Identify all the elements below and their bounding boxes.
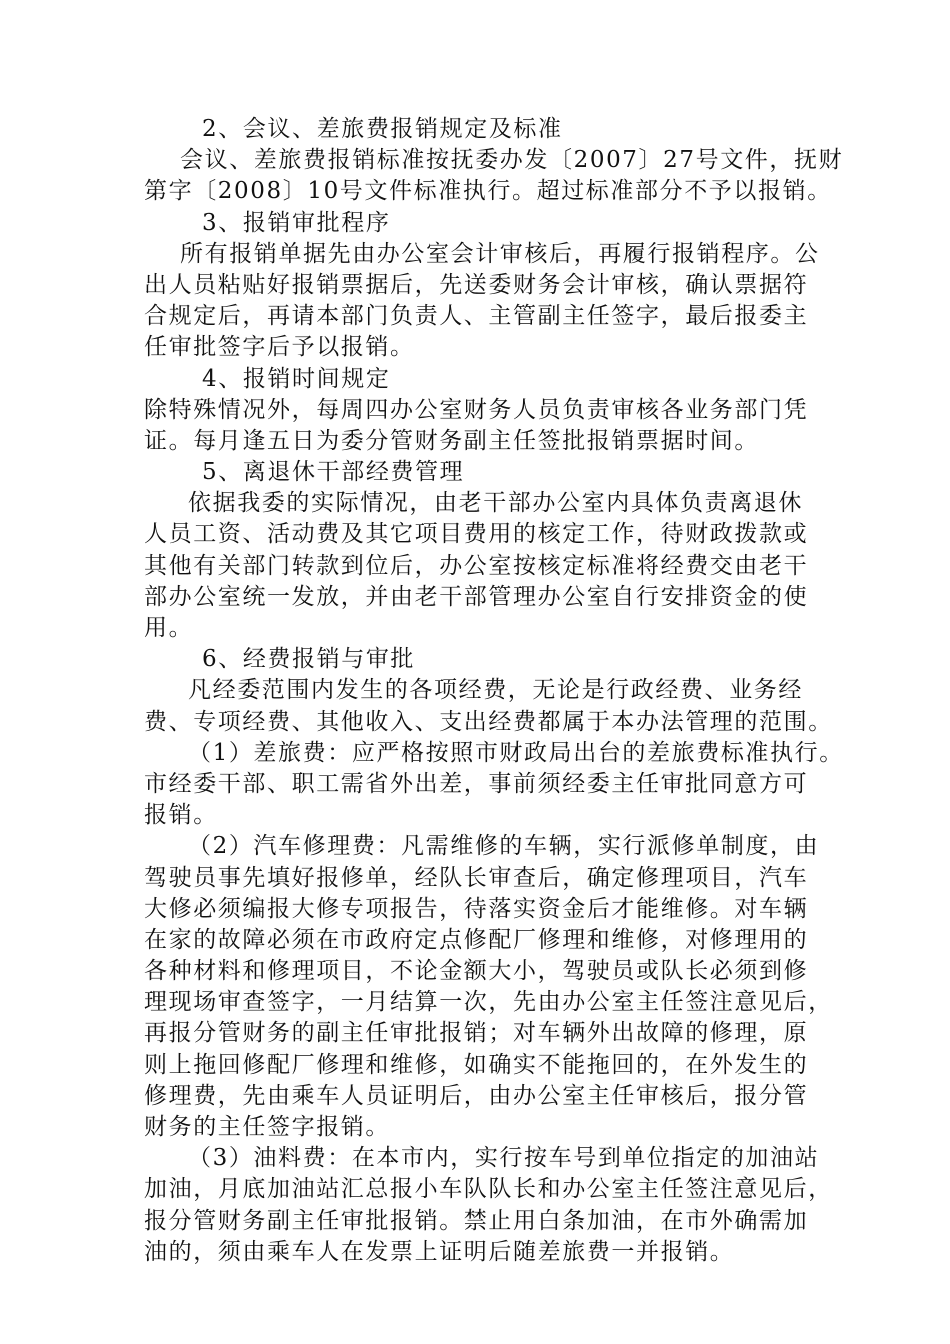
section-heading: 3、报销审批程序 [202, 209, 391, 236]
text-line: 依据我委的实际情况，由老干部办公室内具体负责离退休 [188, 490, 803, 517]
text-line: 在家的故障必须在市政府定点修配厂修理和维修，对修理用的 [144, 926, 809, 953]
text-line: 会议、差旅费报销标准按抚委办发〔2007〕27号文件，抚财 [180, 147, 844, 174]
text-line: 第字〔2008〕10号文件标准执行。超过标准部分不予以报销。 [144, 178, 832, 205]
text-line: 加油，月底加油站汇总报小车队队长和办公室主任签注意见后， [144, 1176, 833, 1203]
text-line: （3）油料费：在本市内，实行按车号到单位指定的加油站 [188, 1145, 820, 1172]
section-heading: 2、会议、差旅费报销规定及标准 [202, 116, 563, 142]
text-line: 人员工资、活动费及其它项目费用的核定工作，待财政拨款或 [144, 521, 809, 548]
text-line: 其他有关部门转款到位后，办公室按核定标准将经费交由老干 [144, 552, 809, 579]
text-line: （2）汽车修理费：凡需维修的车辆，实行派修单制度，由 [188, 833, 820, 860]
text-line: 各种材料和修理项目，不论金额大小，驾驶员或队长必须到修 [144, 958, 809, 985]
text-line: 理现场审查签字，一月结算一次，先由办公室主任签注意见后， [144, 989, 833, 1016]
text-line: 市经委干部、职工需省外出差，事前须经委主任审批同意方可 [144, 770, 809, 797]
text-line: 油的，须由乘车人在发票上证明后随差旅费一并报销。 [144, 1238, 735, 1265]
text-line: 所有报销单据先由办公室会计审核后，再履行报销程序。公 [180, 240, 820, 267]
text-line: 用。 [144, 615, 194, 641]
text-line: 则上拖回修配厂修理和维修，如确实不能拖回的，在外发生的 [144, 1051, 809, 1078]
text-line: 财务的主任签字报销。 [144, 1114, 390, 1140]
text-line: 大修必须编报大修专项报告，待落实资金后才能维修。对车辆 [144, 895, 809, 922]
text-line: 再报分管财务的副主任审批报销；对车辆外出故障的修理，原 [144, 1020, 809, 1047]
section-heading: 5、离退休干部经费管理 [202, 459, 465, 486]
text-line: 凡经委范围内发生的各项经费，无论是行政经费、业务经 [188, 677, 803, 704]
text-line: 部办公室统一发放，并由老干部管理办公室自行安排资金的使 [144, 583, 809, 610]
text-line: 证。每月逢五日为委分管财务副主任签批报销票据时间。 [144, 427, 759, 454]
text-line: 任审批签字后予以报销。 [144, 334, 415, 361]
text-line: 报分管财务副主任审批报销。禁止用白条加油，在市外确需加 [144, 1207, 809, 1234]
text-line: 除特殊情况外，每周四办公室财务人员负责审核各业务部门凭 [144, 396, 809, 423]
document-body [144, 114, 844, 1268]
text-line: 费、专项经费、其他收入、支出经费都属于本办法管理的范围。 [144, 708, 833, 735]
text-line: 合规定后，再请本部门负责人、主管副主任签字，最后报委主 [144, 303, 809, 330]
text-line: 报销。 [144, 802, 218, 829]
text-line: 出人员粘贴好报销票据后，先送委财务会计审核，确认票据符 [144, 271, 809, 298]
section-heading: 4、报销时间规定 [202, 365, 391, 392]
text-line: （1）差旅费：应严格按照市财政局出台的差旅费标准执行。 [188, 739, 844, 766]
text-line: 修理费，先由乘车人员证明后，由办公室主任审核后，报分管 [144, 1082, 809, 1109]
text-line: 驾驶员事先填好报修单，经队长审查后，确定修理项目，汽车 [144, 864, 809, 891]
section-heading: 6、经费报销与审批 [202, 646, 416, 673]
